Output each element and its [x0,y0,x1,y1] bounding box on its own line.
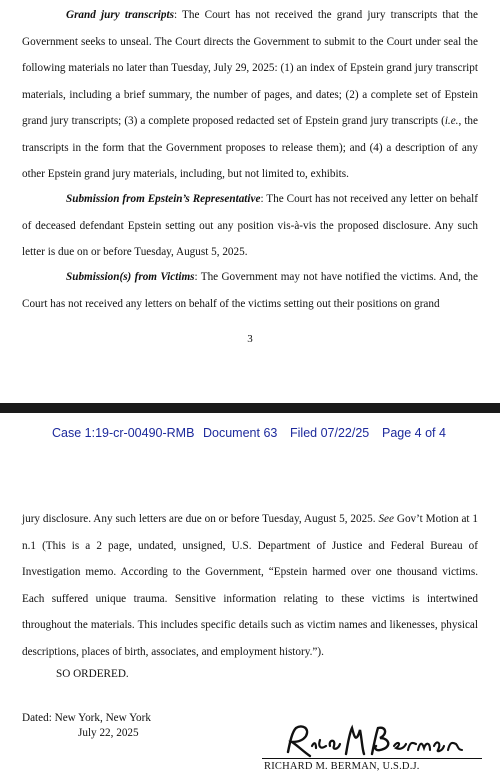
signatory-name: RICHARD M. BERMAN, U.S.D.J. [264,761,420,772]
paragraph-text: Gov’t Motion at 1 n.1 (This is a 2 page, undated, unsigned, U.S. Department of Justice and Federal Bureau of Investigation memo. According to the Government, “Epstein harmed over one thousand victims. Each suffered unique trauma. Sensitive information relating to these victims is intertwined throughout the materials. This includes specific details such as victim names and likenesses, physical descriptions, places of birth, associates, and employment history.”). [22,513,478,658]
signature-block [262,720,492,772]
paragraph-text: : The Government may not have notified the victims. And, the Court has not received any letters on behalf of the victims setting out their positions on grand [22,271,478,310]
paragraph-text: , the transcripts in the form that the Government proposes to release them); and (4) a description of any other Epstein grand jury materials, including, but not limited to, exhibits. [22,115,478,180]
handwritten-signature [280,722,480,760]
victims-paragraph [22,264,478,317]
page-number: 3 [247,333,253,345]
disclosure-paragraph [22,506,478,665]
ecf-header [0,426,500,448]
filed-date: Filed 07/22/25 [290,426,370,440]
page-separator [0,403,500,413]
document-number: Document 63 [203,426,278,440]
grand-jury-transcripts-paragraph [22,2,478,188]
paragraph-text: : The Court has not received any letter on behalf of deceased defendant Epstein setting out any position vis-à-vis the proposed disclosure. Any such letter is due on or before Tuesday, August 5, 2025. [22,193,478,258]
case-number: Case 1:19-cr-00490-RMB [52,426,195,440]
section-heading: Submission(s) from Victims [66,271,195,283]
paragraph-text: : The Court has not received the grand jury transcripts that the Government seeks to unseal. The Court directs the Government to submit to the Court under seal the following materials no later than Tuesday, July 29, 2025: (1) an index of Epstein grand jury transcript materials, including a brief summary, the number of pages, and dates; (2) a complete set of Epstein grand jury transcripts; (3) a complete proposed redacted set of Epstein grand jury transcripts ( [22,9,478,127]
page-indicator: Page 4 of 4 [382,426,446,440]
so-ordered: SO ORDERED. [56,668,129,680]
dated-block [22,711,151,741]
dated-date: July 22, 2025 [78,727,139,739]
dated-location: Dated: New York, New York [22,712,151,724]
epstein-representative-paragraph [22,186,478,266]
ie-abbrev: i.e. [444,115,459,127]
see-signal: See [378,513,394,525]
paragraph-text: jury disclosure. Any such letters are due on or before Tuesday, August 5, 2025. [22,513,379,525]
section-heading: Grand jury transcripts [66,9,174,21]
section-heading: Submission from Epstein’s Representative [66,193,261,205]
signature-line [262,758,482,759]
